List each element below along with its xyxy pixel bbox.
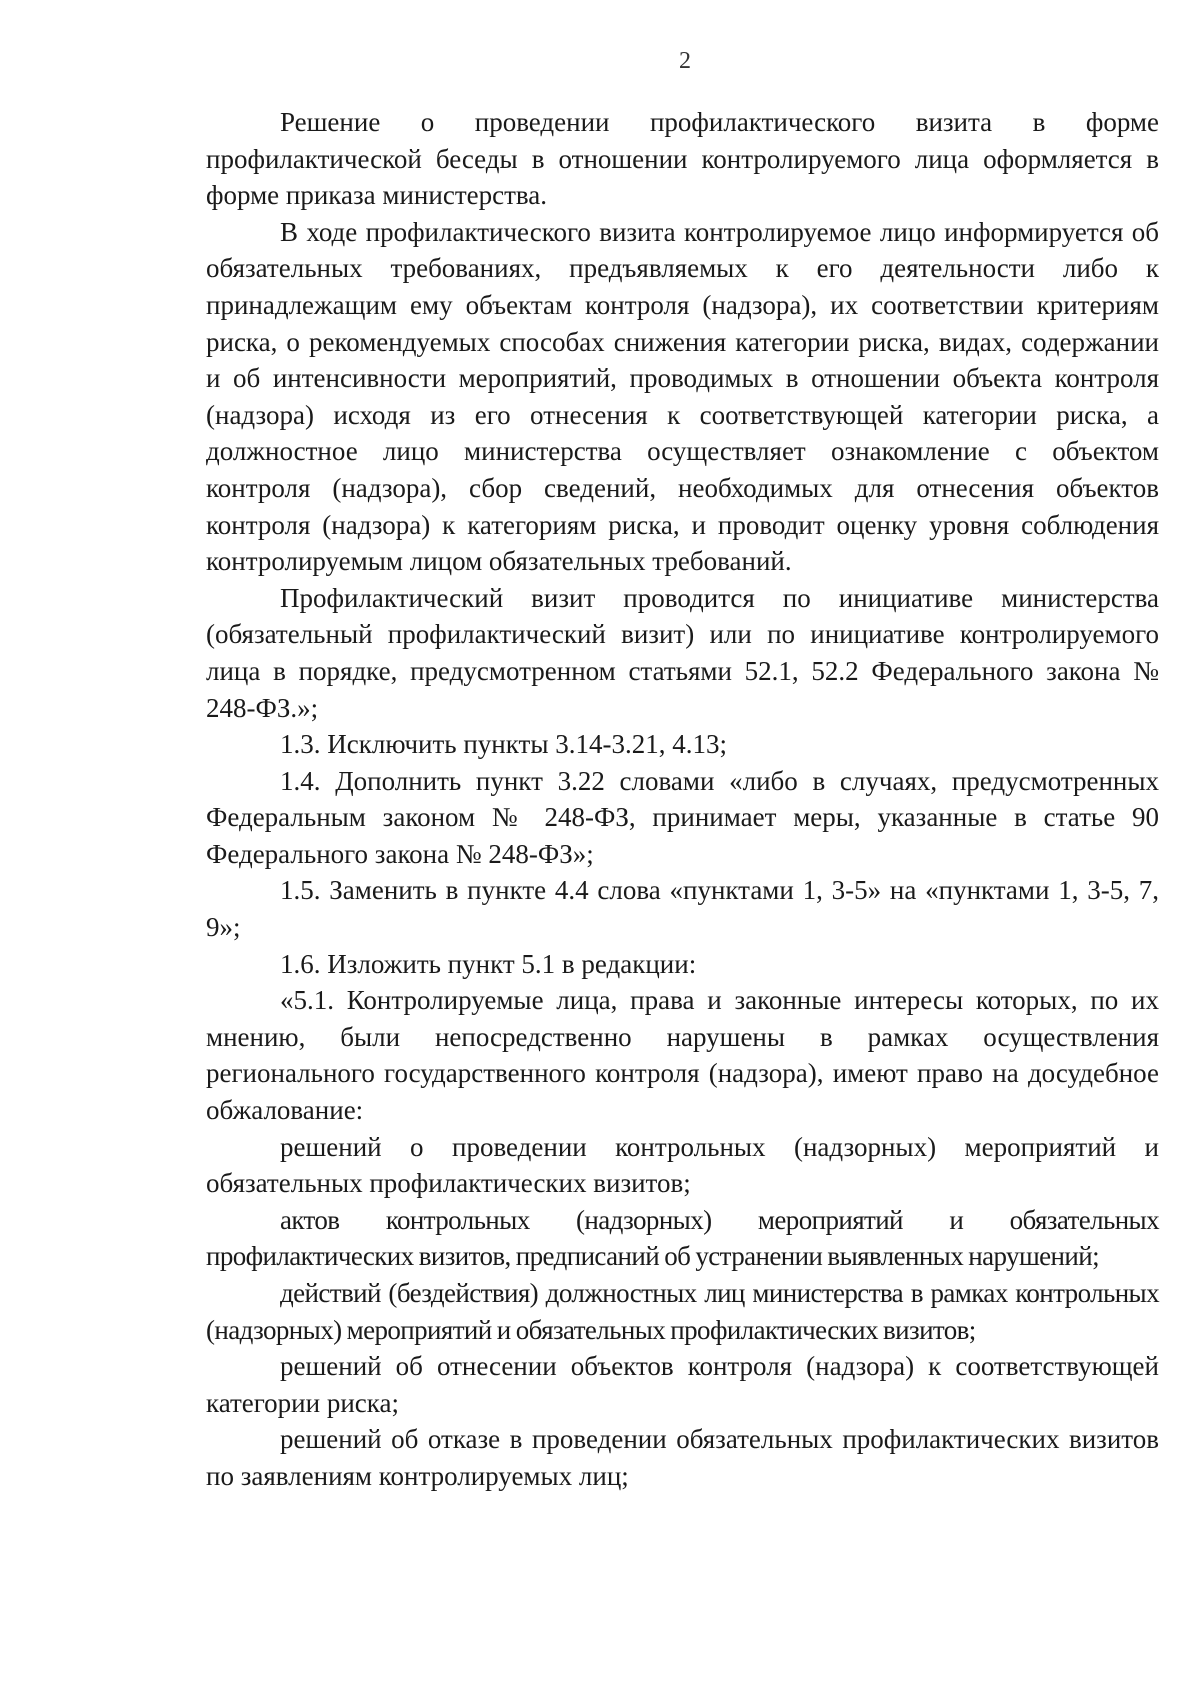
paragraph-appeal-actions: действий (бездействия) должностных лиц министерства в рамках контрольных (надзорных) мероприятий и обязательных профилактических визитов;: [206, 1278, 1159, 1345]
paragraph-visit-course: В ходе профилактического визита контролируемое лицо информируется об обязательных требованиях, предъявляемых к его деятельности либо к принадлежащим ему объектам контроля (надзора), их соответствии критериям риска, о рекомендуемых способах снижения категории риска, видах, содержании и об интенсивности мероприятий, проводимых в отношении объекта контроля (надзора) исходя из его отнесения к соответствующей категории риска, а должностное лицо министерства осуществляет ознакомление с объектом контроля (надзора), сбор сведений, необходимых для отнесения объектов контроля (надзора) к категориям риска, и проводит оценку уровня соблюдения контролируемым лицом обязательных требований.: [206, 216, 1159, 577]
paragraph-appeal-acts: актов контрольных (надзорных) мероприятий и обязательных профилактических визитов, предписаний об устранении выявленных нарушений;: [206, 1204, 1159, 1272]
page-number: 2: [679, 48, 691, 74]
paragraph-item-1-5: 1.5. Заменить в пункте 4.4 слова «пунктами 1, 3-5» на «пунктами 1, 3-5, 7, 9»;: [206, 875, 1159, 943]
paragraph-visit-initiative: Профилактический визит проводится по инициативе министерства (обязательный профилактический визит) или по инициативе контролируемого лица в порядке, предусмотренном статьями 52.1, 52.2 Федерального закона № 248-ФЗ.»;: [206, 582, 1159, 723]
paragraph-visit-decision: Решение о проведении профилактического визита в форме профилактической беседы в отношении контролируемого лица оформляется в форме приказа министерства.: [206, 107, 1159, 211]
paragraph-appeal-refusal: решений об отказе в проведении обязательных профилактических визитов по заявлениям контролируемых лиц;: [206, 1424, 1159, 1491]
paragraph-appeal-decisions: решений о проведении контрольных (надзорных) мероприятий и обязательных профилактических визитов;: [206, 1131, 1159, 1199]
paragraph-appeal-risk-category: решений об отнесении объектов контроля (надзора) к соответствующей категории риска;: [206, 1351, 1159, 1418]
paragraph-item-1-6: 1.6. Изложить пункт 5.1 в редакции:: [280, 948, 697, 979]
document-body: [206, 104, 1159, 1495]
paragraph-clause-5-1: «5.1. Контролируемые лица, права и законные интересы которых, по их мнению, были непосредственно нарушены в рамках осуществления регионального государственного контроля (надзора), имеют право на досудебное обжалование:: [206, 985, 1159, 1126]
paragraph-item-1-3: 1.3. Исключить пункты 3.14-3.21, 4.13;: [280, 729, 727, 760]
paragraph-item-1-4: 1.4. Дополнить пункт 3.22 словами «либо в случаях, предусмотренных Федеральным законом № 248-ФЗ, принимает меры, указанные в статье 90 Федерального закона № 248-ФЗ»;: [206, 765, 1159, 869]
